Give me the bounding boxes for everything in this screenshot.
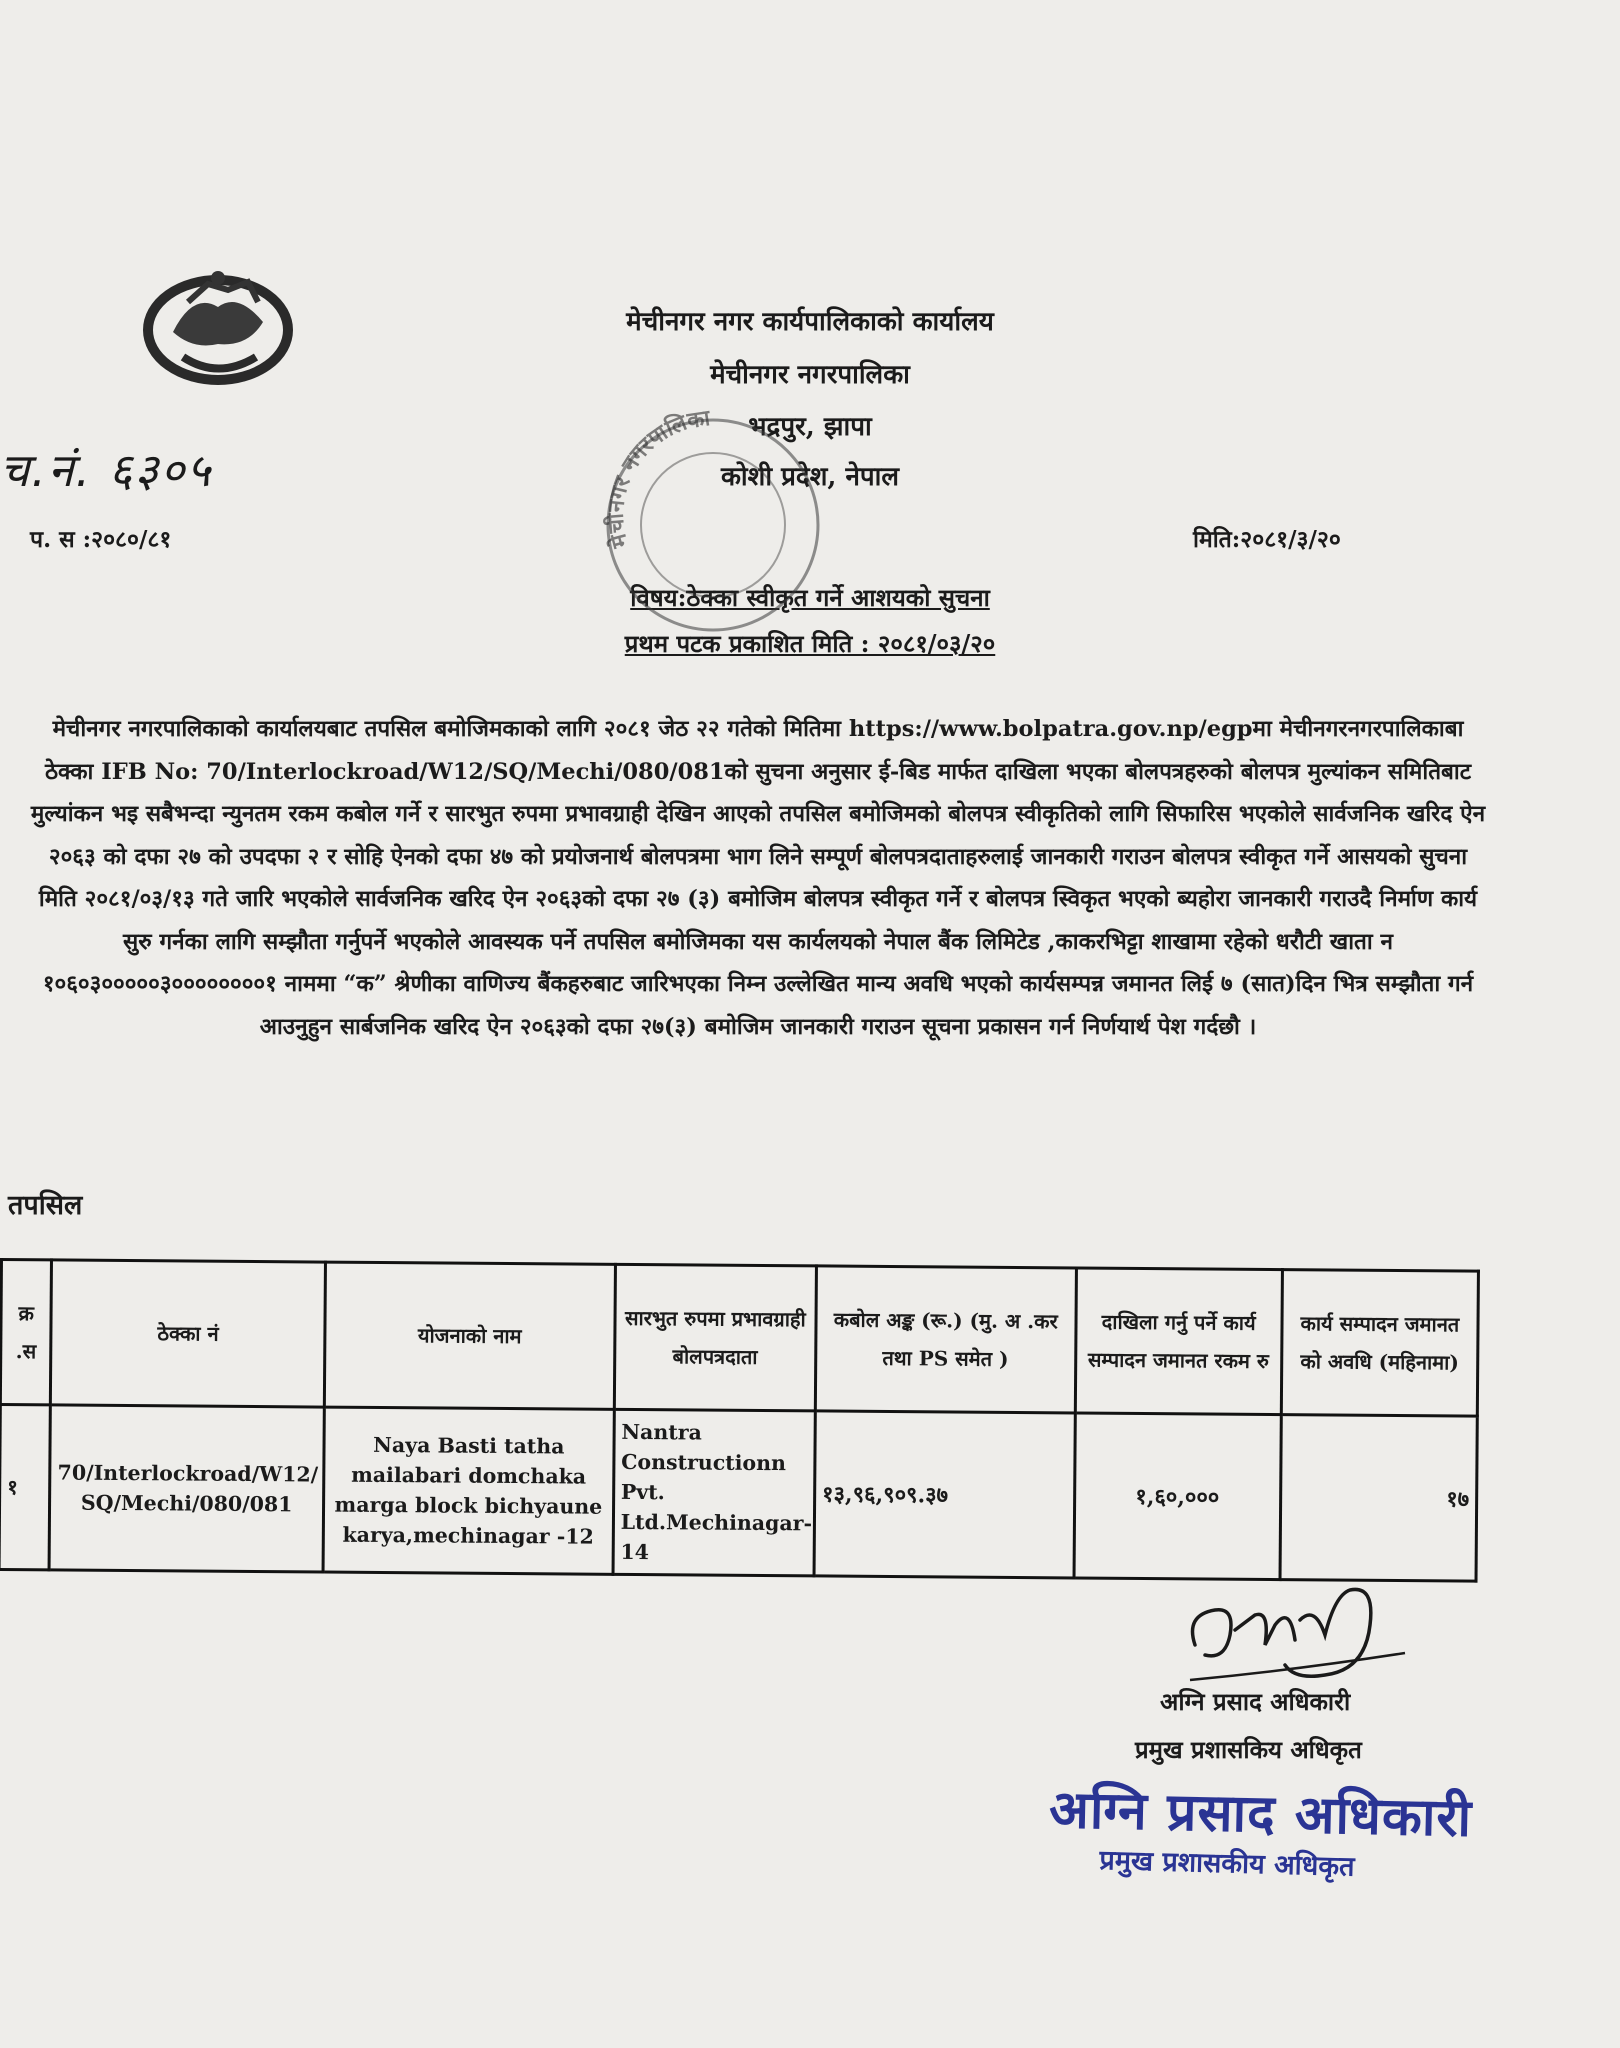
name-stamp: अग्नि प्रसाद अधिकारी bbox=[1048, 1778, 1473, 1849]
header-amount: कबोल अङ्क (रू.) (मु. अ .कर तथा PS समेत ) bbox=[815, 1266, 1076, 1413]
dispatch-number: च.नं. ६३०५ bbox=[0, 443, 213, 497]
cell-bidder: Nantra Constructionn Pvt. Ltd.Mechinagar-14 bbox=[613, 1409, 816, 1576]
signer-name: अग्नि प्रसाद अधिकारी bbox=[1160, 1687, 1351, 1716]
subject-line: विषय:ठेक्का स्वीकृत गर्ने आशयको सुचना bbox=[630, 583, 990, 612]
cell-sn: १ bbox=[0, 1405, 51, 1570]
cell-validity: १७ bbox=[1280, 1415, 1478, 1582]
cell-contract-no: 70/Interlockroad/W12/ SQ/Mechi/080/081 bbox=[49, 1405, 324, 1572]
office-name: मेचीनगर नगर कार्यपालिकाको कार्यालय bbox=[626, 307, 994, 337]
header-validity: कार्य सम्पादन जमानत को अवधि (महिनामा) bbox=[1281, 1270, 1478, 1417]
header-bidder: सारभुत रुपमा प्रभावग्राही बोलपत्रदाता bbox=[614, 1264, 816, 1411]
cell-security-amount: १,६०,००० bbox=[1074, 1413, 1282, 1580]
province-country: कोशी प्रदेश, नेपाल bbox=[720, 462, 900, 492]
cell-amount: १३,९६,९०९.३७ bbox=[814, 1411, 1075, 1578]
schedule-label: तपसिल bbox=[8, 1190, 83, 1221]
header-security-amount: दाखिला गर्नु पर्ने कार्य सम्पादन जमानत रकम रु bbox=[1075, 1268, 1282, 1415]
schedule-table bbox=[0, 1258, 1480, 1583]
header-contract-no: ठेक्का नं bbox=[51, 1260, 326, 1407]
header-project: योजनाको नाम bbox=[324, 1262, 615, 1409]
handwritten-signature bbox=[1175, 1575, 1415, 1695]
municipality-name: मेचीनगर नगरपालिका bbox=[710, 360, 910, 390]
round-stamp-text: मेचीनगर नगरपालिका bbox=[602, 404, 712, 551]
table-row bbox=[0, 1405, 1477, 1582]
first-publication-date: प्रथम पटक प्रकाशित मिति : २०८१/०३/२० bbox=[624, 629, 996, 658]
reference-number: प. स :२०८०/८१ bbox=[30, 526, 172, 553]
notice-body: मेचीनगर नगरपालिकाको कार्यालयबाट तपसिल बमोजिमकाको लागि २०८१ जेठ २२ गतेको मितिमा https://www.bolpatra.gov.np/egpमा मेचीनगरनगरपालिकाबा ठेक्का IFB No: 70/Interlockroad/W12/SQ/Mechi/080/081को सुचना अनुसार ई-बिड मार्फत दाखिला भएका बोलपत्रहरुको बोलपत्र मुल्यांकन समितिबाट मुल्यांकन भइ सबैभन्दा न्युनतम रकम कबोल गर्ने र सारभुत रुपमा प्रभावग्राही देखिन आएको तपसिल बमोजिमको बोलपत्र स्वीकृतिको लागि सिफारिस भएकोले सार्वजनिक खरिद ऐन २०६३ को दफा २७ को उपदफा २ र सोहि ऐनको दफा ४७ को प्रयोजनार्थ बोलपत्रमा भाग लिने सम्पूर्ण बोलपत्रदाताहरुलाई जानकारी गराउन बोलपत्र स्वीकृत गर्ने आसयको सुचना मिति २०८१/०३/१३ गते जारि भएकोले सार्वजनिक खरिद ऐन २०६३को दफा २७ (३) बमोजिम बोलपत्र स्वीकृत गर्ने र बोलपत्र स्विकृत भएको ब्यहोरा जानकारी गराउदै निर्माण कार्य सुरु गर्नका लागि सम्झौता गर्नुपर्ने भएकोले आवस्यक पर्ने तपसिल बमोजिमका यस कार्यलयको नेपाल बैंक लिमिटेड ,काकरभिट्टा शाखामा रहेको धरौटी खाता न १०६०३०००००३००००००००१ नाममा “क” श्रेणीका वाणिज्य बैंकहरुबाट जारिभएका निम्न उल्लेखित मान्य अवधि भएको कार्यसम्पन्न जमानत लिई ७ (सात)दिन भित्र सम्झौता गर्न आउनुहुन सार्बजनिक खरिद ऐन २०६३को दफा २७(३) बमोजिम जानकारी गराउन सूचना प्रकासन गर्न निर्णयार्थ पेश गर्दछौ । bbox=[30, 716, 1486, 1040]
issue-date: मिति:२०८१/३/२० bbox=[1193, 526, 1341, 553]
title-stamp: प्रमुख प्रशासकीय अधिकृत bbox=[1099, 1844, 1355, 1883]
office-location: भद्रपुर, झापा bbox=[748, 412, 872, 442]
header-sn: क्र .स bbox=[0, 1260, 51, 1405]
signer-title: प्रमुख प्रशासकिय अधिकृत bbox=[1135, 1735, 1362, 1764]
cell-project: Naya Basti tatha mailabari domchaka marga block bichyaune karya,mechinagar -12 bbox=[323, 1407, 614, 1574]
table-header-row bbox=[0, 1260, 1478, 1417]
